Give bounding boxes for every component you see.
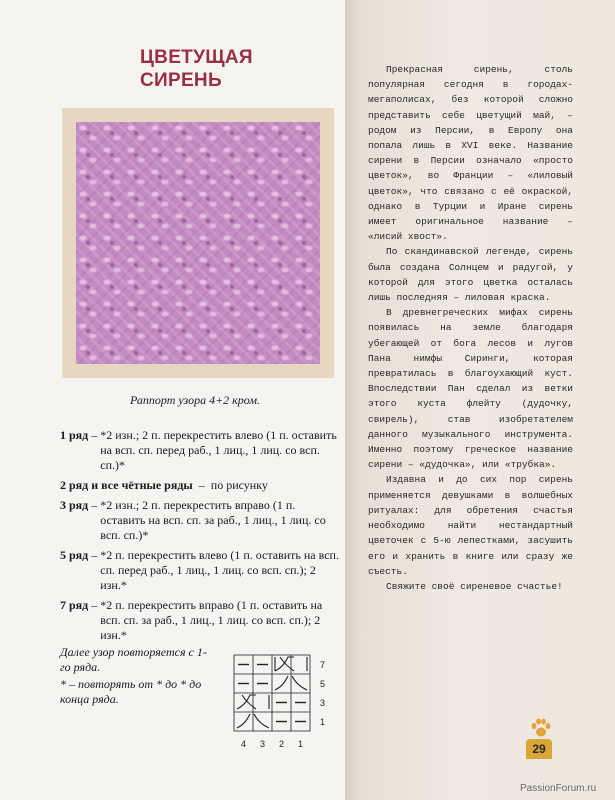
chart-col-number: 1 [298,739,304,749]
chart-row-number: 1 [320,717,326,727]
chart-grid [234,655,310,731]
watermark: PassionForum.ru [520,783,597,794]
row-label: 3 ряд [60,498,89,512]
instruction-row: 5 ряд – *2 п. перекрестить влево (1 п. оставить на всп. сп. перед раб., 1 лиц., 1 лиц. со всп. сп.); 2 изн.* [60,548,339,592]
row-text: *2 п. перекрестить вправо (1 п. оставить на всп. сп. за раб., 1 лиц., 1 лиц. со всп. сп.); 2 изн.* [100,598,323,642]
note-asterisk: * – повторять от * до * до конца ряда. [60,677,202,706]
row-label: 2 ряд и все чётные ряды [60,478,193,492]
pattern-note [60,645,215,709]
article-paragraph: По скандинавской легенде, сирень была создана Солнцем и радугой, у которой для этого цветка осталась лишь последняя – лиловая краска. [368,246,573,304]
row-text: *2 изн.; 2 п. перекрестить влево (1 п. оставить на всп. сп. перед раб., 1 лиц., 1 лиц. со всп. сп.)* [100,428,337,472]
title-line-2: СИРЕНЬ [140,70,222,91]
chart-col-number: 4 [241,739,247,749]
article-paragraph: Издавна и до сих пор сирень применяется девушками в волшебных ритуалах: для обретения счастья необходимо найти нестандартный цветочек с 5-ю лепестками, засушить его и хранить в книге или сразу же съесть. [368,474,573,577]
row-text: *2 п. перекрестить влево (1 п. оставить на всп. сп. перед раб., 1 лиц., 1 лиц. со всп. сп.); 2 изн.* [100,548,339,592]
chart-row-number: 5 [320,679,326,689]
paw-icon [530,718,552,738]
knit-sample-photo [76,122,320,364]
row-text: по рисунку [210,478,268,492]
row-label: 5 ряд [60,548,89,562]
article-paragraph: Свяжите своё сиреневое счастье! [386,580,563,592]
photo-frame [62,108,334,378]
note-repeat: Далее узор повторяется с 1-го ряда. [60,645,207,674]
chart-col-number: 3 [260,739,266,749]
instruction-row: 2 ряд и все чётные ряды – по рисунку [60,478,268,492]
page-title [140,46,270,92]
chart-row-number: 3 [320,698,326,708]
article-paragraph: Прекрасная сирень, столь популярная сегодня в городах-мегаполисах, без которой сложно представить себе цветущий май, – родом из Персии, в Европу она попала лишь в XVI веке. Название сирени в Персии означало «просто цветок», во Франции – «лиловый цветок», что связано с её окраской, однако в Турции и Иране сирень имеет оригинальное название – «лисий хвост». [368,64,573,243]
row-label: 1 ряд [60,428,89,442]
chart-row-number: 7 [320,660,326,670]
chart-col-number: 2 [279,739,285,749]
row-text: *2 изн.; 2 п. перекрестить вправо (1 п. оставить на всп. сп. за раб., 1 лиц., 1 лиц. со всп. сп.)* [100,498,326,542]
pattern-caption: Раппорт узора 4+2 кром. [130,393,260,407]
lilac-article [368,62,573,594]
page-number: 29 [526,739,552,759]
instruction-row: 3 ряд – *2 изн.; 2 п. перекрестить вправо (1 п. оставить на всп. сп. за раб., 1 лиц., 1 лиц. со всп. сп.)* [60,498,340,543]
title-line-1: ЦВЕТУЩАЯ [140,47,253,68]
instruction-row: 1 ряд – *2 изн.; 2 п. перекрестить влево (1 п. оставить на всп. сп. перед раб., 1 лиц., 1 лиц. со всп. сп.)* [60,428,340,473]
knitting-chart [228,649,338,754]
row-label: 7 ряд [60,598,89,612]
article-paragraph: В древнегреческих мифах сирень появилась на земле благодаря убегающей от бога лесов и лугов Пана нимфы Сиринги, которая превратилась в благоухающий куст. Впоследствии Пан сделал из ветки этого куста флейту (дудочку, свирель), став изобретателем данного музыкального инструмента. Именно поэтому греческое название сирени – «дудочка», или «трубка». [368,307,573,471]
instruction-row: 7 ряд – *2 п. перекрестить вправо (1 п. оставить на всп. сп. за раб., 1 лиц., 1 лиц. со всп. сп.); 2 изн.* [60,598,340,643]
pattern-instructions [60,428,340,648]
